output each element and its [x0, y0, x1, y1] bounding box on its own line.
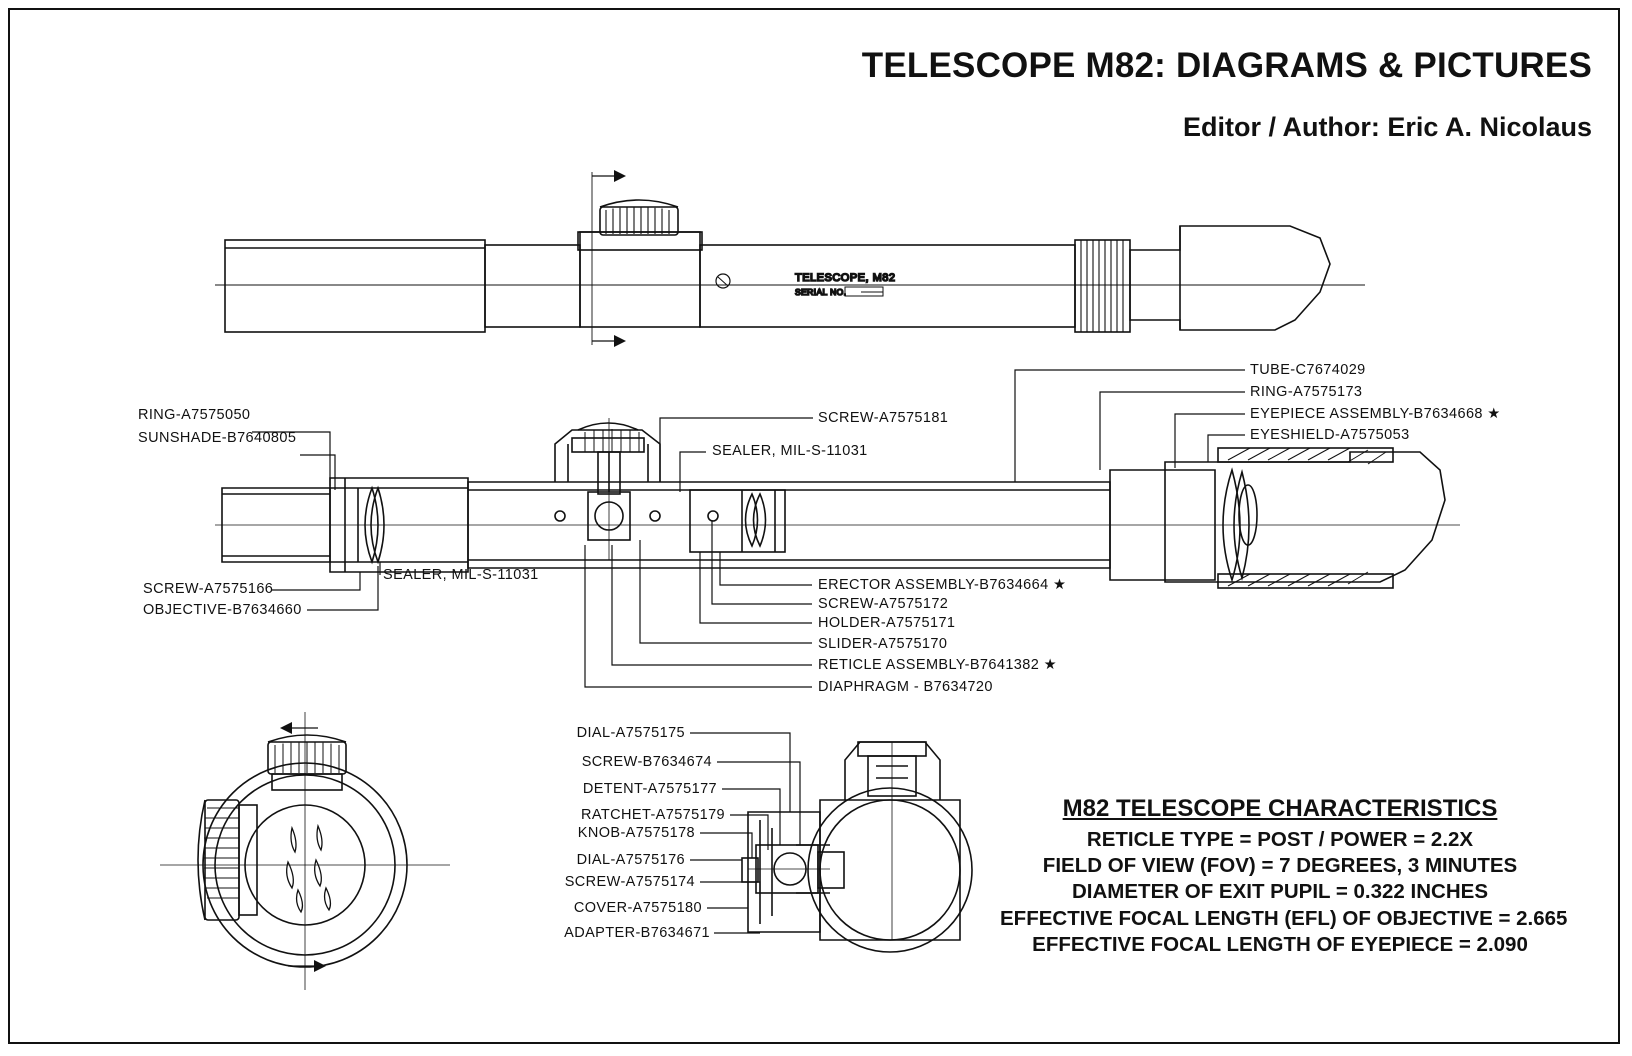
- callout-ring-a7575173: RING-A7575173: [1250, 384, 1363, 400]
- callout-adapter-b7634671: ADAPTER-B7634671: [564, 925, 710, 941]
- callout-cover-a7575180: COVER-A7575180: [573, 900, 702, 916]
- characteristics-line-1: RETICLE TYPE = POST / POWER = 2.2X: [1086, 828, 1474, 851]
- callout-objective-b7634660: OBJECTIVE-B7634660: [143, 602, 302, 618]
- page-title: TELESCOPE M82: DIAGRAMS & PICTURES: [861, 46, 1592, 85]
- callout-knob-a7575178: KNOB-A7575178: [577, 825, 695, 841]
- callout-screw-a7575181: SCREW-A7575181: [818, 410, 949, 426]
- callout-tube-c7674029: TUBE-C7674029: [1250, 362, 1366, 378]
- svg-text:TELESCOPE, M82: TELESCOPE, M82: [795, 272, 896, 284]
- callout-sealer-upper: SEALER, MIL-S-11031: [712, 443, 868, 459]
- callout-screw-a7575172: SCREW-A7575172: [818, 596, 949, 612]
- callout-sunshade-b7640805: SUNSHADE-B7640805: [138, 430, 297, 446]
- characteristics-line-5: EFFECTIVE FOCAL LENGTH OF EYEPIECE = 2.090: [1032, 932, 1528, 956]
- callout-sealer-lower: SEALER, MIL-S-11031: [383, 567, 539, 583]
- page-subtitle: Editor / Author: Eric A. Nicolaus: [1182, 112, 1592, 142]
- callout-eyeshield-a7575053: EYESHIELD-A7575053: [1250, 427, 1410, 443]
- callout-slider-a7575170: SLIDER-A7575170: [818, 636, 948, 652]
- callout-diaphragm-b7634720: DIAPHRAGM - B7634720: [818, 679, 993, 695]
- characteristics-line-3: DIAMETER OF EXIT PUPIL = 0.322 INCHES: [1072, 880, 1488, 904]
- callout-screw-b7634674: SCREW-B7634674: [581, 754, 712, 770]
- characteristics-line-2: FIELD OF VIEW (FOV) = 7 DEGREES, 3 MINUTES: [1042, 854, 1518, 878]
- callout-reticle-assembly-b7641382: RETICLE ASSEMBLY-B7641382 ★: [818, 657, 1058, 673]
- svg-text:SERIAL NO.: SERIAL NO.: [795, 287, 847, 297]
- callout-ratchet-a7575179: RATCHET-A7575179: [581, 807, 725, 823]
- callout-screw-a7575174: SCREW-A7575174: [564, 874, 695, 890]
- callout-erector-assembly-b7634664: ERECTOR ASSEMBLY-B7634664 ★: [818, 577, 1067, 593]
- callout-dial-a7575176: DIAL-A7575176: [576, 852, 685, 868]
- callout-holder-a7575171: HOLDER-A7575171: [818, 615, 956, 631]
- characteristics-title: M82 TELESCOPE CHARACTERISTICS: [1062, 795, 1498, 822]
- characteristics-line-4: EFFECTIVE FOCAL LENGTH (EFL) OF OBJECTIVE = 2.665: [1000, 906, 1568, 930]
- callout-detent-a7575177: DETENT-A7575177: [582, 781, 717, 797]
- callout-screw-a7575166: SCREW-A7575166: [143, 581, 274, 597]
- callout-dial-a7575175: DIAL-A7575175: [576, 725, 685, 741]
- callout-eyepiece-assembly-b7634668: EYEPIECE ASSEMBLY-B7634668 ★: [1250, 406, 1501, 422]
- callout-ring-a7575050: RING-A7575050: [138, 407, 251, 423]
- characteristics-block: [1000, 795, 1568, 958]
